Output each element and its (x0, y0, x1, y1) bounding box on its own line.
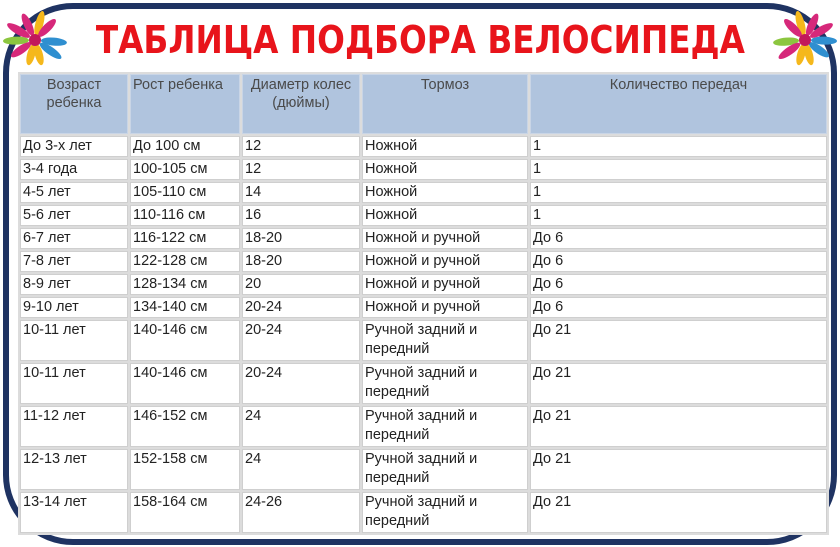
table-row (20, 406, 827, 447)
cell-gears: 1 (530, 136, 827, 157)
cell-gears: До 21 (530, 363, 827, 404)
cell-age: 11-12 лет (20, 406, 128, 447)
header-height: Рост ребенка (130, 74, 240, 134)
cell-wheel: 12 (242, 136, 360, 157)
cell-brake: Ножной (362, 182, 528, 203)
cell-age: 4-5 лет (20, 182, 128, 203)
bike-size-table (18, 72, 829, 535)
table-row (20, 159, 827, 180)
cell-age: 6-7 лет (20, 228, 128, 249)
cell-wheel: 18-20 (242, 228, 360, 249)
table-row (20, 228, 827, 249)
cell-gears: До 21 (530, 406, 827, 447)
cell-gears: До 6 (530, 274, 827, 295)
cell-height: 140-146 см (130, 363, 240, 404)
cell-gears: До 6 (530, 297, 827, 318)
cell-age: 5-6 лет (20, 205, 128, 226)
table-row (20, 449, 827, 490)
table-header-row (20, 74, 827, 134)
page-title: ТАБЛИЦА ПОДБОРА ВЕЛОСИПЕДА (95, 18, 745, 62)
header-age: Возраст ребенка (20, 74, 128, 134)
header-brake: Тормоз (362, 74, 528, 134)
cell-brake: Ручной задний и передний (362, 320, 528, 361)
table-row (20, 297, 827, 318)
cell-brake: Ножной и ручной (362, 274, 528, 295)
header-gears: Количество передач (530, 74, 827, 134)
cell-height: 110-116 см (130, 205, 240, 226)
cell-height: 105-110 см (130, 182, 240, 203)
cell-age: 3-4 года (20, 159, 128, 180)
cell-age: 7-8 лет (20, 251, 128, 272)
cell-height: 152-158 см (130, 449, 240, 490)
cell-age: 8-9 лет (20, 274, 128, 295)
table-row (20, 492, 827, 533)
cell-height: 140-146 см (130, 320, 240, 361)
cell-height: 128-134 см (130, 274, 240, 295)
cell-height: 158-164 см (130, 492, 240, 533)
cell-age: 12-13 лет (20, 449, 128, 490)
cell-gears: 1 (530, 159, 827, 180)
cell-wheel: 24-26 (242, 492, 360, 533)
cell-brake: Ножной и ручной (362, 251, 528, 272)
cell-wheel: 12 (242, 159, 360, 180)
cell-brake: Ножной (362, 205, 528, 226)
cell-brake: Ручной задний и передний (362, 492, 528, 533)
cell-wheel: 24 (242, 449, 360, 490)
cell-height: 100-105 см (130, 159, 240, 180)
cell-gears: До 6 (530, 228, 827, 249)
cell-brake: Ножной (362, 159, 528, 180)
cell-height: 122-128 см (130, 251, 240, 272)
cell-gears: До 21 (530, 320, 827, 361)
cell-wheel: 20-24 (242, 320, 360, 361)
cell-age: 10-11 лет (20, 363, 128, 404)
cell-height: 146-152 см (130, 406, 240, 447)
table-row (20, 274, 827, 295)
cell-brake: Ручной задний и передний (362, 406, 528, 447)
cell-brake: Ножной (362, 136, 528, 157)
cell-wheel: 24 (242, 406, 360, 447)
cell-gears: До 6 (530, 251, 827, 272)
cell-height: 116-122 см (130, 228, 240, 249)
flower-icon (0, 10, 73, 70)
table-row (20, 320, 827, 361)
cell-brake: Ручной задний и передний (362, 363, 528, 404)
header-wheel-diameter: Диаметр колес (дюймы) (242, 74, 360, 134)
cell-wheel: 14 (242, 182, 360, 203)
cell-gears: 1 (530, 182, 827, 203)
cell-gears: До 21 (530, 492, 827, 533)
flower-icon (767, 10, 840, 70)
table-row (20, 251, 827, 272)
cell-age: 9-10 лет (20, 297, 128, 318)
cell-wheel: 16 (242, 205, 360, 226)
cell-gears: 1 (530, 205, 827, 226)
table-row (20, 363, 827, 404)
title-bar (0, 8, 840, 72)
table-row (20, 205, 827, 226)
cell-wheel: 18-20 (242, 251, 360, 272)
cell-age: 10-11 лет (20, 320, 128, 361)
table-row (20, 182, 827, 203)
cell-wheel: 20 (242, 274, 360, 295)
cell-brake: Ножной и ручной (362, 297, 528, 318)
cell-age: До 3-х лет (20, 136, 128, 157)
cell-height: До 100 см (130, 136, 240, 157)
cell-wheel: 20-24 (242, 297, 360, 318)
cell-age: 13-14 лет (20, 492, 128, 533)
cell-gears: До 21 (530, 449, 827, 490)
cell-brake: Ручной задний и передний (362, 449, 528, 490)
cell-height: 134-140 см (130, 297, 240, 318)
table-row (20, 136, 827, 157)
cell-brake: Ножной и ручной (362, 228, 528, 249)
cell-wheel: 20-24 (242, 363, 360, 404)
